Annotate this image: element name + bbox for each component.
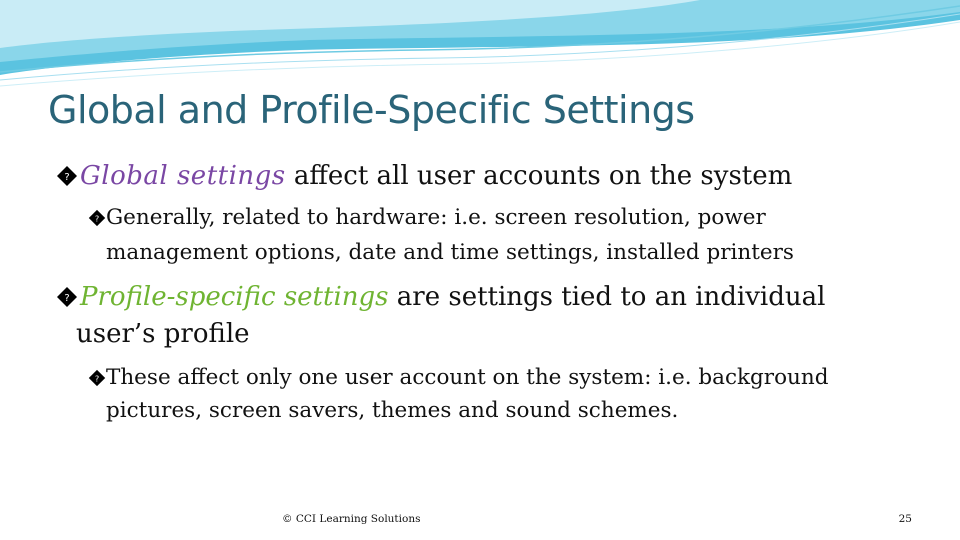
global-settings-term: Global settings — [80, 161, 286, 191]
profile-settings-term: Profile-specific settings — [80, 282, 389, 312]
svg-text:?: ? — [64, 172, 70, 183]
bullet-profile-line2: user’s profile — [76, 319, 250, 349]
slide-title: Global and Profile-Specific Settings — [48, 88, 695, 132]
subbullet-hardware-line2: management options, date and time settings, installed printers — [106, 240, 794, 265]
missing-glyph-icon — [56, 165, 78, 187]
missing-glyph-icon — [88, 369, 106, 387]
footer-copyright: © CCI Learning Solutions — [282, 513, 421, 525]
svg-text:?: ? — [94, 373, 100, 384]
missing-glyph-icon — [88, 209, 106, 227]
subbullet-hardware-text: Generally, related to hardware: i.e. screen resolution, power — [106, 205, 766, 230]
subbullet-hardware-line1 — [88, 201, 766, 235]
subbullet-user-text: These affect only one user account on the system: i.e. background — [106, 365, 829, 390]
subbullet-user-line2: pictures, screen savers, themes and sound schemes. — [106, 398, 679, 423]
bullet-global-settings — [56, 158, 792, 194]
svg-text:?: ? — [94, 213, 100, 224]
bullet-profile-settings — [56, 279, 825, 315]
svg-text:?: ? — [64, 293, 70, 304]
missing-glyph-icon — [56, 286, 78, 308]
bullet-profile-text: are settings tied to an individual — [388, 282, 826, 312]
bullet-global-text: affect all user accounts on the system — [285, 161, 793, 191]
page-number: 25 — [898, 513, 912, 525]
subbullet-user-line1 — [88, 361, 828, 395]
